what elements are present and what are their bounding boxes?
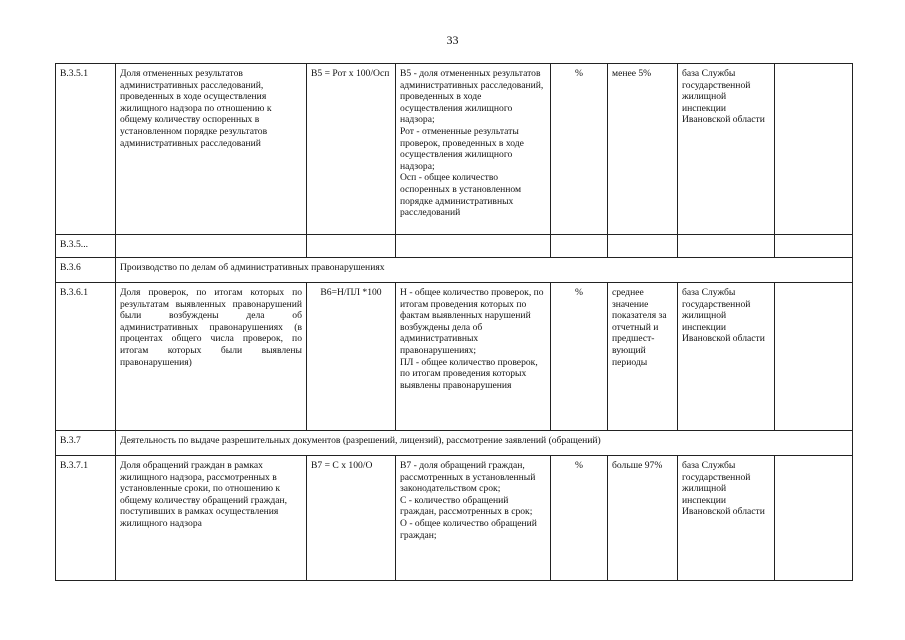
indicator-formula: В7 = С х 100/О (307, 456, 396, 581)
indicator-unit: % (551, 456, 608, 581)
indicator-name: Доля отмененных результатов административных расследований, проведенных в ходе осуществления жилищного надзора по отношению к общему количеству оспоренных в установленном порядке результатов административных расследований (116, 64, 307, 235)
section-row (56, 431, 853, 456)
indicator-unit: % (551, 283, 608, 431)
table-row (56, 235, 853, 258)
indicator-code: В.3.6.1 (56, 283, 116, 431)
indicator-description (396, 283, 551, 431)
empty-cell (678, 235, 775, 258)
indicator-extra (775, 456, 853, 581)
indicator-name: Доля проверок, по итогам которых по результатам выявленных правонарушений были возбуждены дела об административных правонарушениях (в процентах общего числа проверок, по итогам которых были выявлены правонарушения) (116, 283, 307, 431)
indicator-extra (775, 64, 853, 235)
empty-cell (551, 235, 608, 258)
empty-cell (307, 235, 396, 258)
empty-cell (775, 235, 853, 258)
indicator-formula: В6=Н/ПЛ *100 (307, 283, 396, 431)
indicator-formula: В5 = Рот х 100/Осп (307, 64, 396, 235)
description-line: О - общее количество обращений граждан; (400, 517, 537, 541)
indicator-extra (775, 283, 853, 431)
section-code: В.3.6 (56, 258, 116, 283)
description-line: Н - общее количество проверок, по итогам проведения которых по фактам выявленных нарушений возбуждены дела об административных правонарушениях; (400, 287, 544, 356)
section-title: Деятельность по выдаче разрешительных документов (разрешений, лицензий), рассмотрение заявлений (обращений) (116, 431, 853, 456)
section-code: В.3.7 (56, 431, 116, 456)
section-title: Производство по делам об административных правонарушениях (116, 258, 853, 283)
indicator-name: Доля обращений граждан в рамках жилищного надзора, рассмотренных в установленные сроки, по отношению к общему количеству обращений граждан, поступивших в рамках осуществления жилищного надзора (116, 456, 307, 581)
indicator-code: В.3.5.1 (56, 64, 116, 235)
description-line: В5 - доля отмененных результатов административных расследований, проведенных в ходе осуществления жилищного надзора; (400, 68, 544, 126)
table-row (56, 456, 853, 581)
indicator-target: больше 97% (608, 456, 678, 581)
indicator-code: В.3.5... (56, 235, 116, 258)
description-line: ПЛ - общее количество проверок, по итогам проведения которых выявлены правонарушения (400, 356, 538, 391)
empty-cell (608, 235, 678, 258)
indicator-source: база Службы государственной жилищной инспекции Ивановской области (678, 283, 775, 431)
table-row (56, 64, 853, 235)
empty-cell (116, 235, 307, 258)
indicator-target: менее 5% (608, 64, 678, 235)
indicator-target: среднее значение показателя за отчетный и предшест-вующий периоды (608, 283, 678, 431)
section-row (56, 258, 853, 283)
description-line: С - количество обращений граждан, рассмотренных в срок; (400, 494, 533, 518)
indicator-description (396, 456, 551, 581)
description-line: Рот - отмененные результаты проверок, проведенных в ходе осуществления жилищного надзора; (400, 125, 524, 172)
empty-cell (396, 235, 551, 258)
description-line: В7 - доля обращений граждан, рассмотренных в установленный законодательством срок; (400, 460, 536, 495)
table-row (56, 283, 853, 431)
indicator-unit: % (551, 64, 608, 235)
indicators-table (55, 63, 853, 581)
description-line: Осп - общее количество оспоренных в установленном порядке административных расследований (400, 172, 522, 219)
indicator-source: база Службы государственной жилищной инспекции Ивановской области (678, 456, 775, 581)
indicator-source: база Службы государственной жилищной инспекции Ивановской области (678, 64, 775, 235)
page-number: 33 (446, 33, 459, 47)
indicator-description (396, 64, 551, 235)
indicator-code: В.3.7.1 (56, 456, 116, 581)
